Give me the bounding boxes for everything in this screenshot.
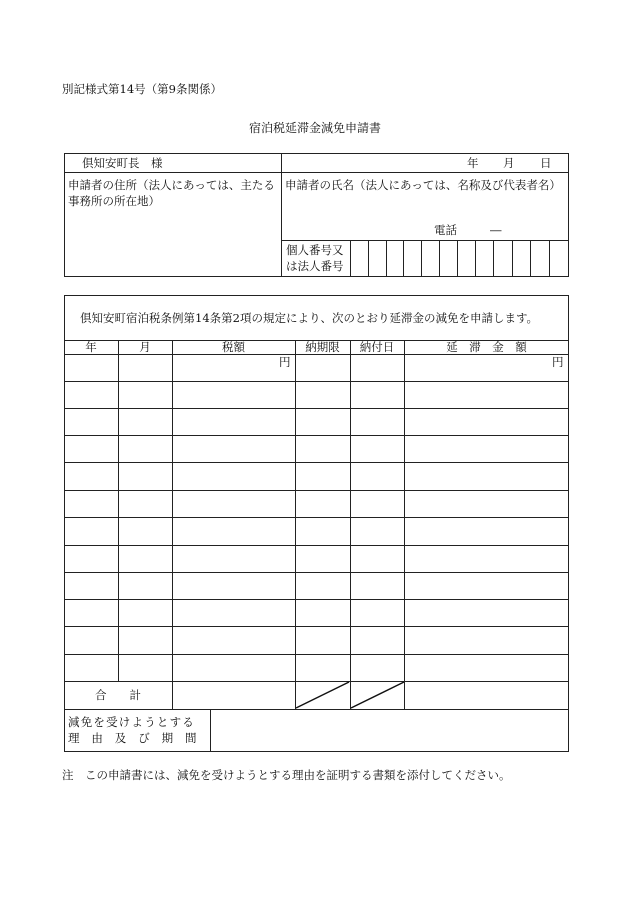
phone-dash: ― [490,223,502,237]
reason-label-2: 理 由 及 び 期 間 [68,731,197,745]
id-digit-cell [403,240,404,277]
divider [350,340,351,709]
table-row [64,517,569,518]
total-label: 合 計 [95,688,141,702]
footer-note: 注 この申請書には、減免を受けようとする理由を証明する書類を添付してください。 [62,768,511,782]
divider [210,709,211,752]
divider [295,340,296,709]
id-digit-cell [549,240,550,277]
column-header-payment-date: 納付日 [359,340,395,354]
date-month-label: 月 [503,156,515,170]
applicant-address-label: 申請者の住所（法人にあっては、主たる [68,178,275,192]
divider [64,172,569,173]
table-row [64,408,569,409]
divider [172,340,173,709]
divider [404,340,405,709]
column-header-late-fee: 延 滞 金 額 [446,340,527,354]
table-row [64,545,569,546]
table-row [64,626,569,627]
column-header-month: 月 [139,340,151,354]
table-row [64,709,569,710]
date-day-label: 日 [540,156,552,170]
id-digit-cell [368,240,369,277]
id-number-label: 個人番号又 [286,243,344,257]
divider [118,340,119,681]
applicant-name-label: 申請者の氏名（法人にあっては、名称及び代表者名） [285,178,561,192]
table-row [64,490,569,491]
table-row [64,381,569,382]
table-row [64,572,569,573]
late-fee-yen-unit: 円 [552,355,564,369]
id-digit-cell [386,240,387,277]
id-digit-cell [512,240,513,277]
total-strike-lines [295,681,405,709]
id-digit-cell [457,240,458,277]
id-digit-cell [493,240,494,277]
addressee: 倶知安町長 様 [82,156,163,170]
page-title: 宿泊税延滞金減免申請書 [248,121,381,135]
id-digit-cell [439,240,440,277]
table-row [64,599,569,600]
column-header-due-date: 納期限 [305,340,340,354]
id-digit-cell [530,240,531,277]
application-statement: 倶知安町宿泊税条例第14条第2項の規定により、次のとおり延滞金の減免を申請します。 [80,311,539,325]
table-row [64,462,569,463]
date-year-label: 年 [467,156,479,170]
tax-amount-yen-unit: 円 [279,355,291,369]
applicant-address-label-2: 事務所の所在地） [68,194,160,208]
column-header-tax-amount: 税額 [222,340,245,354]
form-number: 別記様式第14号（第9条関係） [62,82,222,96]
divider [281,240,569,241]
id-number-label-2: は法人番号 [286,259,344,273]
divider [281,153,282,277]
phone-label: 電話 [434,223,457,237]
divider [350,240,351,277]
id-digit-cell [475,240,476,277]
table-row [64,654,569,655]
column-header-year: 年 [85,340,97,354]
id-digit-cell [421,240,422,277]
table-row [64,435,569,436]
reason-label: 減免を受けようとする [68,715,195,729]
